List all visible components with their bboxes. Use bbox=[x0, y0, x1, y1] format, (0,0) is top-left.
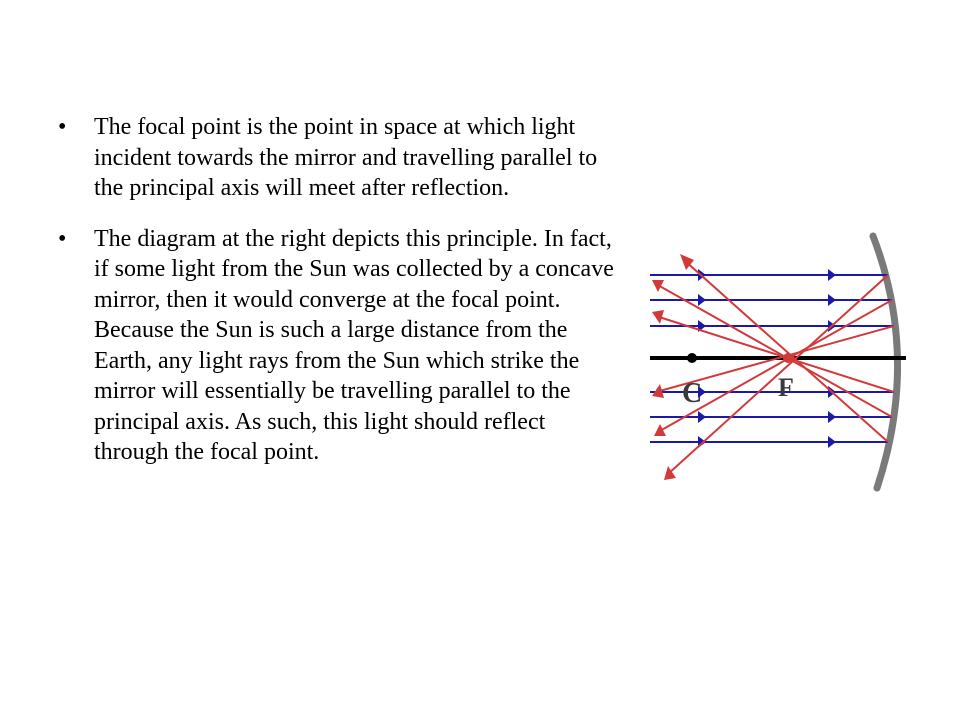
focal-point-label: F bbox=[778, 373, 794, 402]
bullet-marker: • bbox=[58, 225, 67, 252]
bullet-text: The diagram at the right depicts this principle. In fact, if some light from the Sun was collected by a concave mirror, then it would converge at the focal point. Because the Sun is such a large distance from the Earth, any light rays from the Sun which strike the mirror will essentially be travelling parallel to the principal axis. As such, this light should reflect through the focal point. bbox=[94, 225, 614, 465]
bullet-list bbox=[58, 112, 618, 468]
arrowhead bbox=[698, 411, 706, 423]
arrowhead bbox=[828, 436, 836, 448]
center-of-curvature-label: C bbox=[682, 378, 703, 409]
reflected-ray bbox=[658, 300, 892, 432]
arrowhead bbox=[828, 411, 836, 423]
arrowhead bbox=[828, 269, 836, 281]
arrowhead bbox=[652, 280, 664, 292]
concave-mirror bbox=[873, 236, 898, 488]
reflected-ray bbox=[684, 260, 888, 442]
bullet-item-focal-point bbox=[58, 112, 618, 204]
arrowhead bbox=[698, 294, 706, 306]
bullet-marker: • bbox=[58, 114, 67, 140]
concave-mirror-diagram bbox=[648, 230, 908, 494]
bullet-item-diagram-explanation bbox=[58, 224, 618, 468]
bullet-text: The focal point is the point in space at which light incident towards the mirror and travelling parallel to the principal axis will meet after reflection. bbox=[94, 114, 598, 201]
arrowhead bbox=[654, 424, 666, 436]
center-of-curvature-point bbox=[687, 353, 697, 363]
reflected-arrowheads bbox=[652, 254, 694, 480]
focal-point bbox=[783, 353, 793, 363]
arrowhead bbox=[828, 294, 836, 306]
